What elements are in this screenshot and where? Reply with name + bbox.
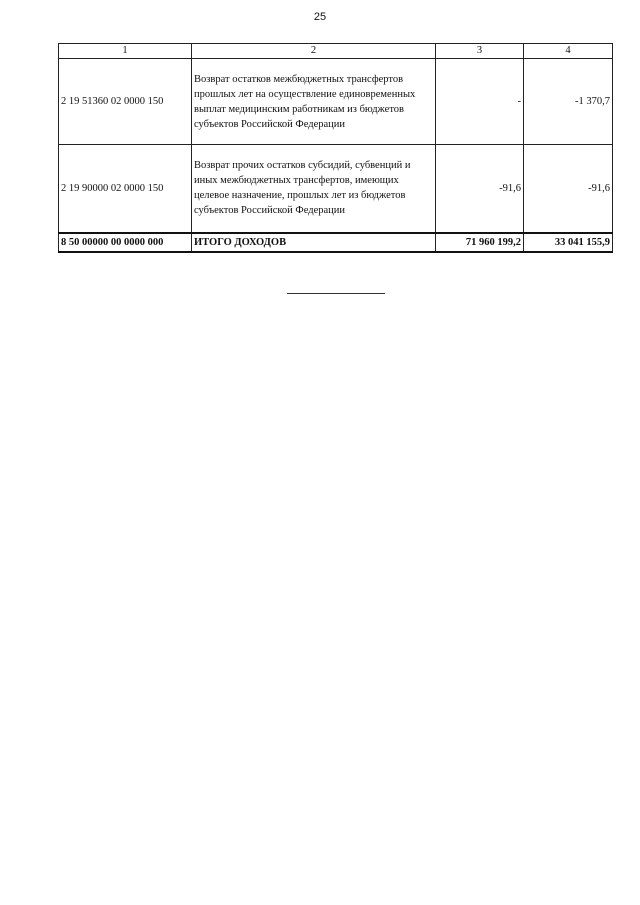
amount-col3-cell: -91,6 <box>436 145 524 233</box>
total-col3-cell: 71 960 199,2 <box>436 233 524 252</box>
amount-col4-cell: -1 370,7 <box>524 59 613 145</box>
end-of-document-rule <box>287 293 385 294</box>
header-cell-4: 4 <box>524 44 613 59</box>
budget-code-cell: 2 19 90000 02 0000 150 <box>59 145 192 233</box>
table-row <box>59 145 613 233</box>
header-cell-3: 3 <box>436 44 524 59</box>
amount-col3-cell: - <box>436 59 524 145</box>
description-cell: Возврат остатков межбюджетных трансфертов прошлых лет на осуществление единовременных выплат медицинским работникам из бюджетов субъектов Российской Федерации <box>192 59 436 145</box>
total-col4-cell: 33 041 155,9 <box>524 233 613 252</box>
page-number: 25 <box>313 11 327 23</box>
revenue-table <box>58 43 613 253</box>
description-cell: Возврат прочих остатков субсидий, субвенций и иных межбюджетных трансфертов, имеющих целевое назначение, прошлых лет из бюджетов субъектов Российской Федерации <box>192 145 436 233</box>
total-code-cell: 8 50 00000 00 0000 000 <box>59 233 192 252</box>
header-cell-1: 1 <box>59 44 192 59</box>
total-label-cell: ИТОГО ДОХОДОВ <box>192 233 436 252</box>
amount-col4-cell: -91,6 <box>524 145 613 233</box>
budget-code-cell: 2 19 51360 02 0000 150 <box>59 59 192 145</box>
total-row <box>59 233 613 252</box>
table-row <box>59 59 613 145</box>
header-cell-2: 2 <box>192 44 436 59</box>
table-header-row <box>59 44 613 59</box>
